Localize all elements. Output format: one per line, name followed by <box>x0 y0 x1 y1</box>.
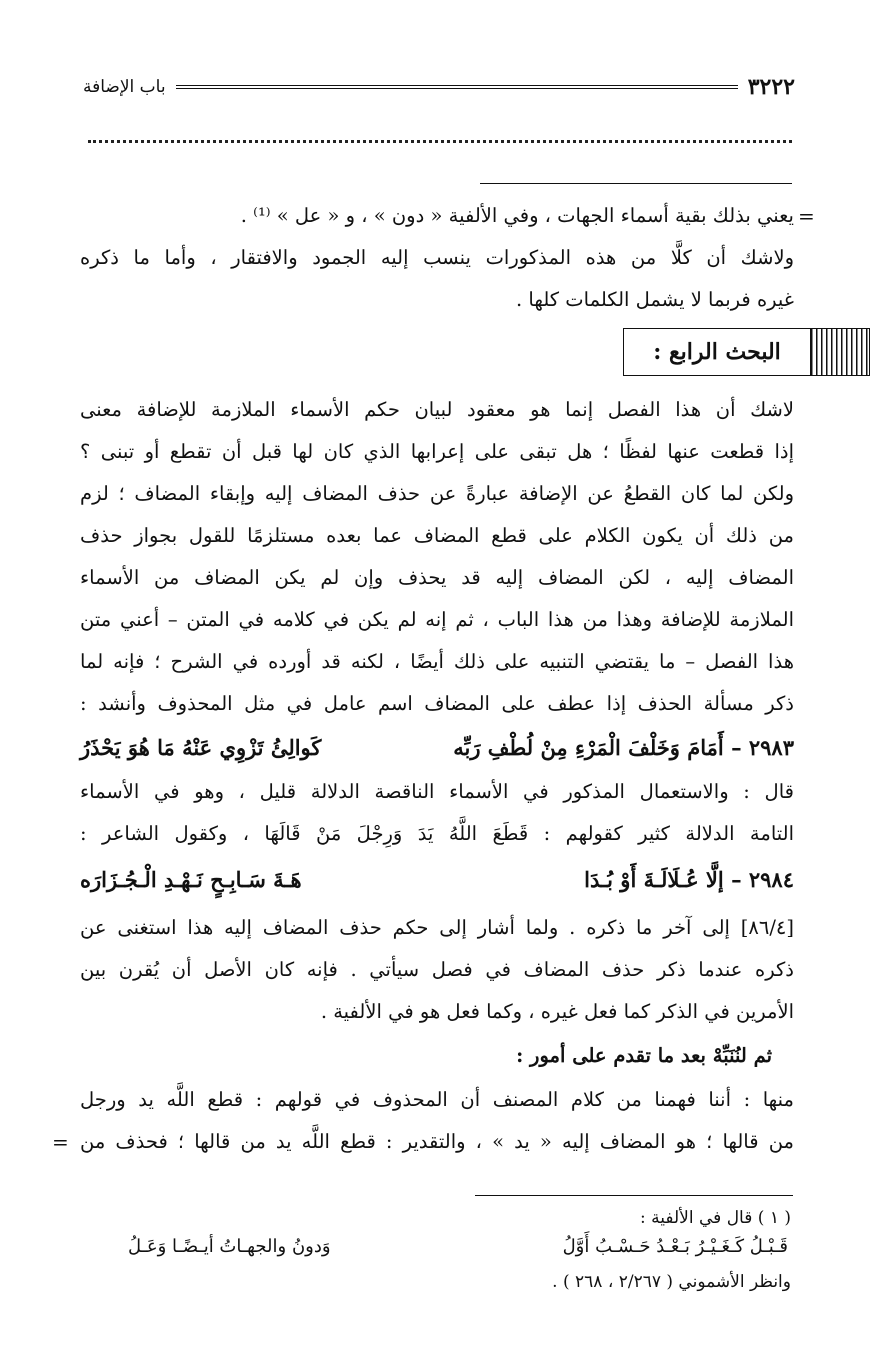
verse-first-text: أَمَامَ وَخَلْفَ الْمَرْءِ مِنْ لُطْفِ رَبِّه <box>453 735 724 760</box>
text-line: من قالها ؛ هو المضاف إليه « يد » ، والتقدير : قطع اللَّه يد من قالها ؛ فحذف من <box>80 1130 794 1153</box>
text-line: هذا الفصل – ما يقتضي التنبيه على ذلك أيضًا ، لكنه قد أورده في الشرح ؛ فإنه لما <box>80 650 794 673</box>
text-line: من ذلك أن يكون الكلام على قطع المضاف عما بعده مستلزمًا للقول بجواز حذف <box>80 524 794 547</box>
text-line: [٨٦/٤] إلى آخر ما ذكره . ولما أشار إلى حكم حذف المضاف إليه هذا استغنى عن <box>80 916 794 939</box>
text-line: التامة الدلالة كثير كقولهم : قَطَعَ اللَّهُ يَدَ وَرِجْلَ مَنْ قَالَهَا ، وكقول الشاعر : <box>80 822 794 845</box>
verse-second-hemistich: كَوالِئُ تَزْوِي عَنْهُ مَا هُوَ يَحْذَرُ <box>80 735 322 760</box>
verse-first-hemistich <box>453 728 794 768</box>
verse-2984 <box>80 860 794 900</box>
footnote-verse <box>128 1236 788 1266</box>
text-line: غيره فربما لا يشمل الكلمات كلها . <box>516 288 794 311</box>
footnote-verse-second: وَدونُ والجهـاتُ أيـضًـا وَعَـلُ <box>128 1236 331 1257</box>
text-line: منها : أننا فهمنا من كلام المصنف أن المحذوف في قولهم : قطع اللَّه يد ورجل <box>80 1088 794 1111</box>
text-line: ذكر مسألة الحذف إذا عطف على المضاف اسم عامل في مثل المحذوف وأنشد : <box>80 692 794 715</box>
text-line: ولاشك أن كلًّا من هذه المذكورات ينسب إليه الجمود والافتقار ، وأما ما ذكره <box>80 246 794 269</box>
verse-number: ٢٩٨٤ – <box>731 867 794 892</box>
text-line: المضاف إليه ، لكن المضاف إليه قد يحذف وإن لم يكن المضاف من الأسماء <box>80 566 794 589</box>
text-line: يعني بذلك بقية أسماء الجهات ، وفي الألفية « دون » ، و « عل » ⁽¹⁾ . <box>240 204 794 227</box>
text-line: الملازمة للإضافة وهذا من هذا الباب ، ثم إنه لم يكن في كلامه في المتن – أعني متن <box>80 608 794 631</box>
text-line: قال : والاستعمال المذكور في الأسماء الناقصة الدلالة قليل ، وهو في الأسماء <box>80 780 794 803</box>
header-rule <box>176 85 738 89</box>
verse-number: ٢٩٨٣ – <box>731 735 794 760</box>
dotted-separator <box>88 140 792 157</box>
footnote-intro: ( ١ ) قال في الألفية : <box>640 1208 791 1228</box>
text-line: ذكره عندما ذكر حذف المضاف في فصل سيأتي . فإنه كان الأصل أن يُقرن بين <box>80 958 794 981</box>
section-heading-box <box>623 328 870 376</box>
page-header <box>83 72 795 102</box>
text-line: إذا قطعت عنها لفظًا ؛ هل تبقى على إعرابها الذي كان لها قبل أن تقطع أو تبنى ؟ <box>80 440 794 463</box>
footnote-rule <box>475 1195 793 1196</box>
footnote-verse-first: قَـبْـلُ كَـغَـيْـرُ بَـعْـدُ حَـسْـبُ أَوَّلُ <box>562 1236 788 1257</box>
verse-2983 <box>80 728 794 768</box>
text-line: ولكن لما كان القطعُ عن الإضافة عبارةً عن حذف المضاف إليه وإبقاء المضاف ؛ لزم <box>80 482 794 505</box>
continuation-mark-top: = <box>798 204 815 228</box>
verse-first-text: إلَّا عُـلَالَـةَ أَوْ بُـدَا <box>584 867 724 892</box>
chapter-title: باب الإضافة <box>83 77 166 97</box>
continuation-mark-bottom: = <box>52 1130 69 1154</box>
text-line: الأمرين في الذكر كما فعل غيره ، وكما فعل هو في الألفية . <box>320 1000 794 1023</box>
notes-heading: ثم لنُنَبِّهْ بعد ما تقدم على أمور : <box>516 1044 772 1067</box>
footnote-source: وانظر الأشموني ( ٢/٢٦٧ ، ٢٦٨ ) . <box>552 1272 791 1292</box>
verse-first-hemistich <box>584 860 794 900</box>
section-title: البحث الرابع : <box>623 328 810 376</box>
verse-second-hemistich: هَـةَ سَـابِـحٍ نَـهْـدِ الْـجُـزَارَه <box>80 867 302 892</box>
text-line: لاشك أن هذا الفصل إنما هو معقود لبيان حكم الأسماء الملازمة للإضافة معنى <box>80 398 794 421</box>
continuation-rule <box>480 183 792 184</box>
section-hatch-ornament <box>810 328 870 376</box>
page-number: ٣٢٢٢ <box>747 74 795 100</box>
